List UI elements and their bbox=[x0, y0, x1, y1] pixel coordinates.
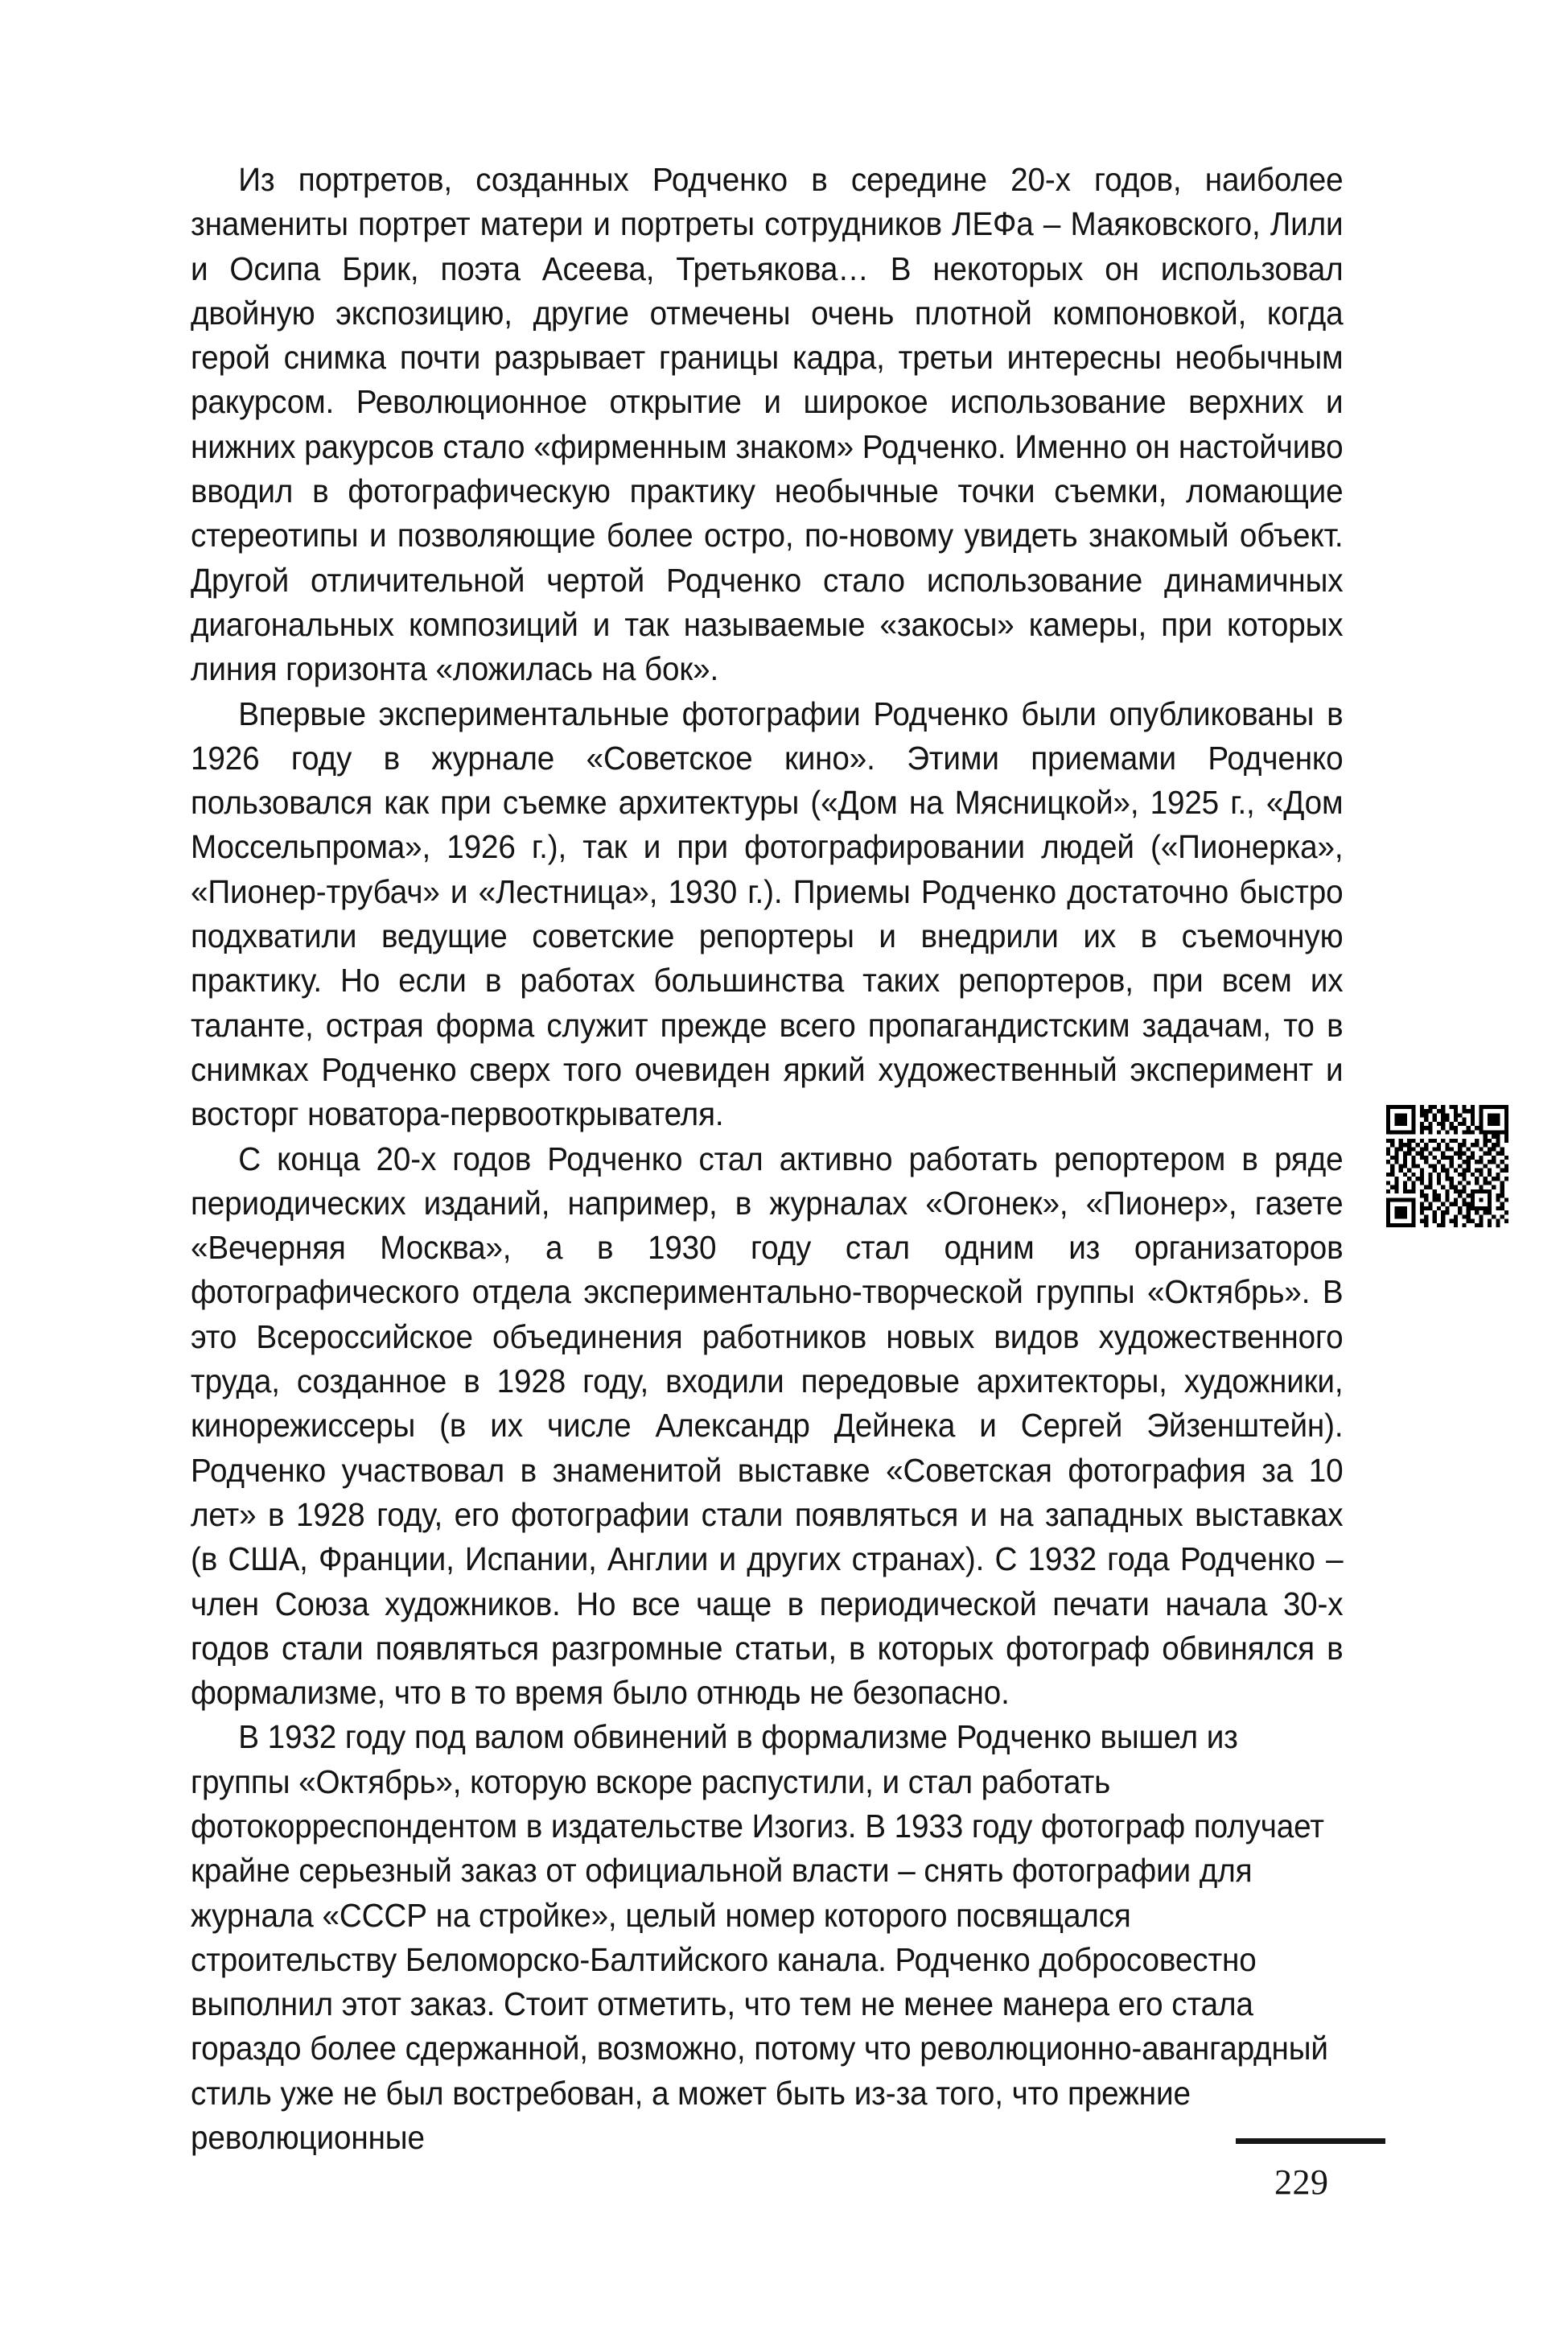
qr-code-icon[interactable] bbox=[1386, 1105, 1508, 1227]
body-paragraph-3: С конца 20-х годов Родченко стал активно работать репортером в ряде периодических изданий, например, в журналах «Огонек», «Пионер», газете «Вечерняя Москва», а в 1930 году стал одним из организаторов фотографического отдела экспериментально-творческой группы «Октябрь». В это Всероссийское объединения работников новых видов художественного труда, созданное в 1928 году, входили передовые архитекторы, художники, кинорежиссеры (в их числе Александр Дейнека и Сергей Эйзенштейн). Родченко участвовал в знаменитой выставке «Советская фотография за 10 лет» в 1928 году, его фотографии стали появляться и на западных выставках (в США, Франции, Испании, Англии и других странах). С 1932 года Родченко – член Союза художников. Но все чаще в периодической печати начала 30-х годов стали появляться разгромные статьи, в которых фотограф обвинялся в формализме, что в то время было отнюдь не безопасно. bbox=[191, 1140, 1344, 1712]
footer-divider bbox=[1236, 2138, 1385, 2144]
body-paragraph-1: Из портретов, созданных Родченко в середине 20-х годов, наиболее знамениты портрет матери и портреты сотрудников ЛЕФа – Маяковского, Лили и Осипа Брик, поэта Асеева, Третьякова… В некоторых он использовал двойную экспозицию, другие отмечены очень плотной компоновкой, когда герой снимка почти разрывает границы кадра, третьи интересны необычным ракурсом. Революционное открытие и широкое использование верхних и нижних ракурсов стало «фирменным знаком» Родченко. Именно он настойчиво вводил в фотографическую практику необычные точки съемки, ломающие стереотипы и позволяющие более остро, по-новому увидеть знакомый объект. Другой отличительной чертой Родченко стало использование динамичных диагональных композиций и так называемые «закосы» камеры, при которых линия горизонта «ложилась на бок». bbox=[191, 161, 1344, 688]
body-paragraph-4: В 1932 году под валом обвинений в формализме Родченко вышел из группы «Октябрь», которую вскоре распустили, и стал работать фотокорреспондентом в издательстве Изогиз. В 1933 году фотограф получает крайне серьезный заказ от официальной власти – снять фотографии для журнала «СССР на стройке», целый номер которого посвящался строительству Беломорско-Балтийского канала. Родченко добросовестно выполнил этот заказ. Стоит отметить, что тем не менее манера его стала гораздо более сдержанной, возможно, потому что революционно-авангардный стиль уже не был востребован, а может быть из-за того, что прежние революционные bbox=[191, 1718, 1328, 2157]
body-text-column bbox=[191, 158, 1397, 2160]
body-paragraph-2: Впервые экспериментальные фотографии Родченко были опубликованы в 1926 году в журнале «Советское кино». Этими приемами Родченко пользовался как при съемке архитектуры («Дом на Мясницкой», 1925 г., «Дом Моссельпрома», 1926 г.), так и при фотографировании людей («Пионерка», «Пионер-трубач» и «Лестница», 1930 г.). Приемы Родченко достаточно быстро подхватили ведущие советские репортеры и внедрили их в съемочную практику. Но если в работах большинства таких репортеров, при всем их таланте, острая форма служит прежде всего пропагандистским задачам, то в снимках Родченко сверх того очевиден яркий художественный эксперимент и восторг новатора-первооткрывателя. bbox=[191, 695, 1344, 1133]
page-footer bbox=[1236, 2138, 1445, 2202]
page-number: 229 bbox=[1274, 2162, 1329, 2202]
